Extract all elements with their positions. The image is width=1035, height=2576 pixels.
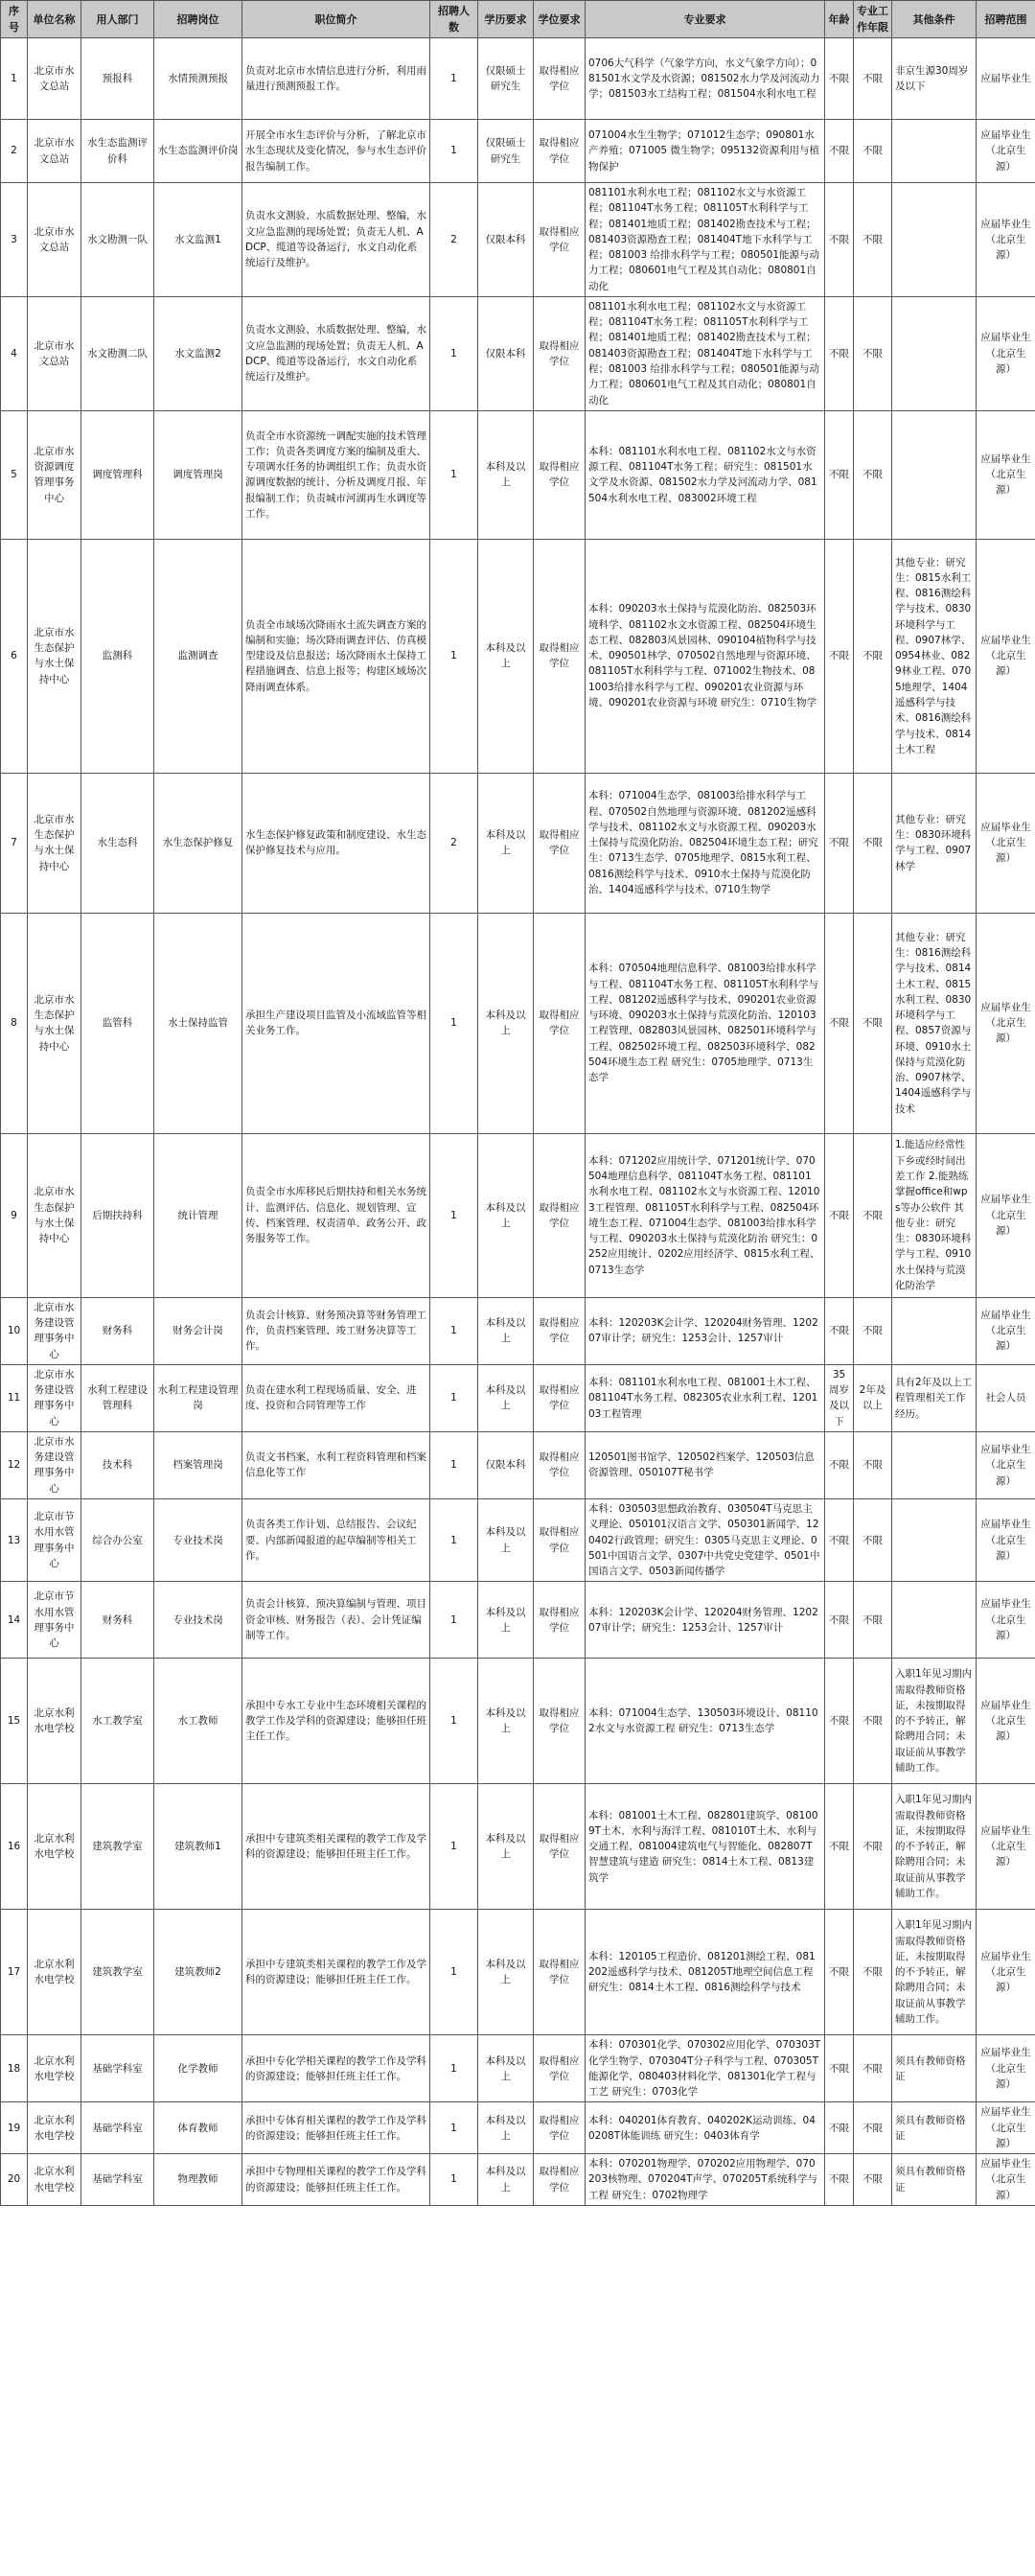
header-cell: 专业工作年限	[854, 1, 892, 38]
cell-unit: 北京市水生态保护与水土保持中心	[28, 773, 81, 913]
header-cell: 序号	[1, 1, 28, 38]
cell-desc: 负责全市域场次降雨水土流失调查方案的编制和实施；场次降雨调查评估、仿真模型建设及信息报送；场次降雨水土保持工程措施调查、信息上报等；构建区域场次降雨调查体系。	[242, 539, 430, 773]
cell-scope: 应届毕业生（北京生源）	[977, 1431, 1035, 1498]
cell-degree: 取得相应学位	[534, 1133, 586, 1297]
cell-other: 具有2年及以上工程管理相关工作经历。	[892, 1364, 977, 1431]
cell-scope: 应届毕业生（北京生源）	[977, 1133, 1035, 1297]
cell-dept: 监管科	[81, 913, 154, 1133]
cell-dept: 水文勘测一队	[81, 183, 154, 297]
cell-years: 不限	[854, 1297, 892, 1364]
cell-unit: 北京水利水电学校	[28, 2035, 81, 2102]
cell-age: 不限	[825, 1297, 854, 1364]
cell-desc: 负责各类工作计划、总结报告、会议纪要、内部新闻报道的起草编制等相关工作。	[242, 1499, 430, 1582]
cell-edu: 仅限硕士研究生	[478, 120, 534, 183]
cell-scope: 应届毕业生（北京生源）	[977, 183, 1035, 297]
cell-post: 档案管理岗	[154, 1431, 242, 1498]
table-row	[1, 410, 1035, 539]
cell-count: 1	[430, 2102, 478, 2154]
cell-scope: 应届毕业生（北京生源）	[977, 296, 1035, 410]
cell-age: 不限	[825, 1431, 854, 1498]
cell-years: 不限	[854, 296, 892, 410]
cell-dept: 基础学科室	[81, 2102, 154, 2154]
cell-unit: 北京市节水用水管理事务中心	[28, 1582, 81, 1659]
cell-edu: 本科及以上	[478, 1659, 534, 1784]
cell-major: 0706大气科学（气象学方向，水文气象学方向）；081501水文学及水资源；081502水力学及河流动力学；081503水工结构工程；081504水利水电工程	[586, 38, 825, 120]
cell-post: 水生态监测评价岗	[154, 120, 242, 183]
cell-degree: 取得相应学位	[534, 1910, 586, 2035]
cell-degree: 取得相应学位	[534, 1297, 586, 1364]
cell-no: 17	[1, 1910, 28, 2035]
cell-count: 1	[430, 1297, 478, 1364]
header-cell: 学历要求	[478, 1, 534, 38]
header-cell: 年龄	[825, 1, 854, 38]
cell-other	[892, 1499, 977, 1582]
cell-years: 不限	[854, 120, 892, 183]
cell-unit: 北京水利水电学校	[28, 1910, 81, 2035]
cell-scope: 应届毕业生（北京生源）	[977, 2154, 1035, 2206]
cell-dept: 建筑教学室	[81, 1784, 154, 1910]
cell-edu: 本科及以上	[478, 773, 534, 913]
cell-edu: 本科及以上	[478, 913, 534, 1133]
cell-count: 1	[430, 410, 478, 539]
table-row	[1, 1364, 1035, 1431]
cell-dept: 调度管理科	[81, 410, 154, 539]
cell-edu: 本科及以上	[478, 2035, 534, 2102]
table-row	[1, 296, 1035, 410]
cell-degree: 取得相应学位	[534, 1659, 586, 1784]
cell-age: 不限	[825, 1582, 854, 1659]
cell-dept: 综合办公室	[81, 1499, 154, 1582]
cell-edu: 本科及以上	[478, 539, 534, 773]
cell-count: 1	[430, 1431, 478, 1498]
cell-major: 081101水利水电工程；081102水文与水资源工程；081104T水务工程；081105T水利科学与工程；081401地质工程；081402勘查技术与工程；081403资源勘查工程；081404T地下水科学与工程；081003 给排水科学与工程；080501能源与动力工程；080601电气工程及其自动化；080801自动化	[586, 183, 825, 297]
cell-count: 1	[430, 1499, 478, 1582]
table-row	[1, 913, 1035, 1133]
cell-unit: 北京市水生态保护与水土保持中心	[28, 1133, 81, 1297]
cell-age: 不限	[825, 1659, 854, 1784]
cell-degree: 取得相应学位	[534, 1431, 586, 1498]
cell-years: 不限	[854, 1784, 892, 1910]
cell-years: 不限	[854, 913, 892, 1133]
cell-major: 071004水生生物学；071012生态学；090801水产养殖；071005 微生物学；095132资源利用与植物保护	[586, 120, 825, 183]
cell-post: 建筑教师1	[154, 1784, 242, 1910]
cell-age: 不限	[825, 410, 854, 539]
cell-years: 2年及以上	[854, 1364, 892, 1431]
cell-desc: 承担中专水工专业中生态环境相关课程的教学工作及学科的资源建设；能够担任班主任工作。	[242, 1659, 430, 1784]
cell-major: 081101水利水电工程；081102水文与水资源工程；081104T水务工程；081105T水利科学与工程；081401地质工程；081402勘查技术与工程；081403资源勘查工程；081404T地下水科学与工程；081003 给排水科学与工程；080501能源与动力工程；080601电气工程及其自动化；080801自动化	[586, 296, 825, 410]
cell-edu: 本科及以上	[478, 1499, 534, 1582]
cell-post: 专业技术岗	[154, 1499, 242, 1582]
cell-major: 本科：120105工程造价、081201测绘工程、081202遥感科学与技术、081205T地理空间信息工程 研究生：0814土木工程、0816测绘科学与技术	[586, 1910, 825, 2035]
cell-desc: 承担中专建筑类相关课程的教学工作及学科的资源建设；能够担任班主任工作。	[242, 1784, 430, 1910]
cell-dept: 水文勘测二队	[81, 296, 154, 410]
cell-other	[892, 120, 977, 183]
header-cell: 招聘岗位	[154, 1, 242, 38]
cell-post: 水情预测预报	[154, 38, 242, 120]
cell-degree: 取得相应学位	[534, 1784, 586, 1910]
cell-desc: 负责水文测验、水质数据处理、整编，水文应急监测的现场处置；负责无人机、ADCP、缆道等设备运行，水文自动化系统运行及维护。	[242, 183, 430, 297]
cell-post: 建筑教师2	[154, 1910, 242, 2035]
cell-dept: 水生态科	[81, 773, 154, 913]
cell-unit: 北京市水资源调度管理事务中心	[28, 410, 81, 539]
cell-other: 入职1年见习期内需取得教师资格证，未按期取得的不予转正，解除聘用合同；未取证前从事教学辅助工作。	[892, 1910, 977, 2035]
header-cell: 用人部门	[81, 1, 154, 38]
cell-no: 11	[1, 1364, 28, 1431]
cell-no: 2	[1, 120, 28, 183]
table-row	[1, 183, 1035, 297]
cell-count: 1	[430, 2154, 478, 2206]
cell-unit: 北京水利水电学校	[28, 1784, 81, 1910]
cell-major: 本科：071004生态学、130503环境设计、081102水文与水资源工程 研究生：0713生态学	[586, 1659, 825, 1784]
cell-unit: 北京水利水电学校	[28, 1659, 81, 1784]
cell-no: 10	[1, 1297, 28, 1364]
cell-age: 不限	[825, 1910, 854, 2035]
header-cell: 招聘范围	[977, 1, 1035, 38]
cell-other: 入职1年见习期内需取得教师资格证，未按期取得的不予转正，解除聘用合同；未取证前从事教学辅助工作。	[892, 1659, 977, 1784]
cell-edu: 本科及以上	[478, 2154, 534, 2206]
cell-dept: 基础学科室	[81, 2154, 154, 2206]
cell-scope: 应届毕业生（北京生源）	[977, 410, 1035, 539]
cell-dept: 财务科	[81, 1297, 154, 1364]
table-row	[1, 1910, 1035, 2035]
cell-years: 不限	[854, 1582, 892, 1659]
cell-edu: 本科及以上	[478, 1582, 534, 1659]
cell-count: 1	[430, 2035, 478, 2102]
table-row	[1, 1297, 1035, 1364]
cell-count: 1	[430, 120, 478, 183]
cell-years: 不限	[854, 1659, 892, 1784]
cell-dept: 基础学科室	[81, 2035, 154, 2102]
cell-age: 不限	[825, 1499, 854, 1582]
cell-count: 1	[430, 913, 478, 1133]
cell-age: 不限	[825, 38, 854, 120]
cell-other: 1.能适应经常性下乡或经时间出差工作 2.能熟练掌握office和wps等办公软件 其他专业：研究生：0830环境科学与工程、0910水土保持与荒漠化防治学	[892, 1133, 977, 1297]
cell-dept: 监测科	[81, 539, 154, 773]
cell-unit: 北京市水务建设管理事务中心	[28, 1297, 81, 1364]
cell-scope: 社会人员	[977, 1364, 1035, 1431]
cell-unit: 北京市水文总站	[28, 38, 81, 120]
cell-dept: 水工教学室	[81, 1659, 154, 1784]
cell-post: 调度管理岗	[154, 410, 242, 539]
cell-no: 18	[1, 2035, 28, 2102]
cell-unit: 北京市水文总站	[28, 296, 81, 410]
cell-unit: 北京市节水用水管理事务中心	[28, 1499, 81, 1582]
cell-years: 不限	[854, 1133, 892, 1297]
cell-dept: 预报科	[81, 38, 154, 120]
cell-major: 120501图书馆学、120502档案学、120503信息资源管理、050107T秘书学	[586, 1431, 825, 1498]
cell-years: 不限	[854, 1499, 892, 1582]
cell-edu: 仅限硕士研究生	[478, 38, 534, 120]
cell-desc: 承担中专建筑类相关课程的教学工作及学科的资源建设；能够担任班主任工作。	[242, 1910, 430, 2035]
cell-degree: 取得相应学位	[534, 2154, 586, 2206]
cell-age: 不限	[825, 296, 854, 410]
cell-age: 不限	[825, 2035, 854, 2102]
table-row	[1, 1784, 1035, 1910]
cell-scope: 应届毕业生	[977, 38, 1035, 120]
cell-no: 19	[1, 2102, 28, 2154]
cell-scope: 应届毕业生（北京生源）	[977, 539, 1035, 773]
cell-scope: 应届毕业生（北京生源）	[977, 1297, 1035, 1364]
cell-years: 不限	[854, 1431, 892, 1498]
cell-unit: 北京市水务建设管理事务中心	[28, 1364, 81, 1431]
cell-dept: 建筑教学室	[81, 1910, 154, 2035]
cell-unit: 北京水利水电学校	[28, 2102, 81, 2154]
cell-desc: 负责在建水利工程现场质量、安全、进度、投资和合同管理等工作	[242, 1364, 430, 1431]
cell-degree: 取得相应学位	[534, 410, 586, 539]
header-cell: 招聘人数	[430, 1, 478, 38]
cell-scope: 应届毕业生（北京生源）	[977, 1784, 1035, 1910]
table-row	[1, 1499, 1035, 1582]
cell-degree: 取得相应学位	[534, 773, 586, 913]
cell-major: 本科：070504地理信息科学、081003给排水科学与工程、081104T水务工程、081105T水利科学与工程、081202遥感科学与技术、090201农业资源与环境、090203水土保持与荒漠化防治、120103工程管理、082803风景园林、082501环境科学与工程、082502环境工程、082503环境科学、082504环境生态工程 研究生：0705地理学、0713生态学	[586, 913, 825, 1133]
cell-degree: 取得相应学位	[534, 183, 586, 297]
cell-degree: 取得相应学位	[534, 539, 586, 773]
cell-age: 不限	[825, 1784, 854, 1910]
cell-count: 1	[430, 1659, 478, 1784]
cell-post: 监测调查	[154, 539, 242, 773]
cell-post: 化学教师	[154, 2035, 242, 2102]
cell-major: 本科：071202应用统计学、071201统计学、070504地理信息科学、081104T水务工程、081101水利水电工程、081102水文与水资源工程、120103工程管理、081105T水利科学与工程、082504环境生态工程、071004生态学、081003给排水科学与工程、090203水土保持与荒漠化防治 研究生：0252应用统计、0202应用经济学、0815水利工程、0713生态学	[586, 1133, 825, 1297]
cell-no: 16	[1, 1784, 28, 1910]
cell-scope: 应届毕业生（北京生源）	[977, 1659, 1035, 1784]
table-row	[1, 38, 1035, 120]
cell-no: 1	[1, 38, 28, 120]
table-row	[1, 120, 1035, 183]
cell-degree: 取得相应学位	[534, 38, 586, 120]
cell-degree: 取得相应学位	[534, 120, 586, 183]
cell-desc: 承担中专物理相关课程的教学工作及学科的资源建设；能够担任班主任工作。	[242, 2154, 430, 2206]
cell-degree: 取得相应学位	[534, 2102, 586, 2154]
cell-age: 不限	[825, 183, 854, 297]
header-row	[1, 1, 1035, 38]
cell-unit: 北京市水生态保护与水土保持中心	[28, 539, 81, 773]
cell-no: 12	[1, 1431, 28, 1498]
cell-count: 1	[430, 1364, 478, 1431]
cell-age: 不限	[825, 913, 854, 1133]
cell-edu: 仅限本科	[478, 183, 534, 297]
cell-unit: 北京水利水电学校	[28, 2154, 81, 2206]
cell-desc: 负责全市水库移民后期扶持和相关水务统计、监测评估、信息化、规划管理、宣传、档案管理、权责清单、政务公开、政务服务等工作。	[242, 1133, 430, 1297]
cell-major: 本科：120203K会计学、120204财务管理、120207审计学；研究生：1253会计、1257审计	[586, 1297, 825, 1364]
cell-no: 9	[1, 1133, 28, 1297]
cell-no: 15	[1, 1659, 28, 1784]
table-row	[1, 539, 1035, 773]
cell-other	[892, 1297, 977, 1364]
table-row	[1, 773, 1035, 913]
cell-no: 13	[1, 1499, 28, 1582]
cell-years: 不限	[854, 38, 892, 120]
cell-scope: 应届毕业生（北京生源）	[977, 913, 1035, 1133]
table-row	[1, 1133, 1035, 1297]
cell-major: 本科：081001土木工程、082801建筑学、081009T土木、水利与海洋工程、081010T土木、水利与交通工程、081004建筑电气与智能化、082807T智慧建筑与建造 研究生：0814土木工程、0813建筑学	[586, 1784, 825, 1910]
cell-no: 3	[1, 183, 28, 297]
cell-post: 专业技术岗	[154, 1582, 242, 1659]
cell-count: 1	[430, 1582, 478, 1659]
cell-years: 不限	[854, 410, 892, 539]
header-cell: 职位简介	[242, 1, 430, 38]
cell-no: 5	[1, 410, 28, 539]
cell-post: 物理教师	[154, 2154, 242, 2206]
cell-major: 本科：071004生态学、081003给排水科学与工程、070502自然地理与资源环境、081202遥感科学与技术、081102水文与水资源工程、090203水土保持与荒漠化防治、082504环境生态工程；研究生：0713生态学、0705地理学、0815水利工程、0816测绘科学与技术、0910水土保持与荒漠化防治、1404遥感科学与技术、0710生物学	[586, 773, 825, 913]
cell-age: 不限	[825, 539, 854, 773]
cell-desc: 开展全市水生态评价与分析，了解北京市水生态现状及变化情况，参与水生态评价报告编制工作。	[242, 120, 430, 183]
table-body	[1, 38, 1035, 2206]
cell-post: 财务会计岗	[154, 1297, 242, 1364]
cell-post: 统计管理	[154, 1133, 242, 1297]
cell-no: 7	[1, 773, 28, 913]
header-cell: 专业要求	[586, 1, 825, 38]
table-row	[1, 1431, 1035, 1498]
cell-other: 非京生源30周岁及以下	[892, 38, 977, 120]
table-row	[1, 2154, 1035, 2206]
cell-degree: 取得相应学位	[534, 913, 586, 1133]
cell-scope: 应届毕业生（北京生源）	[977, 1499, 1035, 1582]
header-cell: 学位要求	[534, 1, 586, 38]
cell-unit: 北京市水务建设管理事务中心	[28, 1431, 81, 1498]
cell-scope: 应届毕业生（北京生源）	[977, 773, 1035, 913]
cell-age: 不限	[825, 120, 854, 183]
cell-age: 不限	[825, 2154, 854, 2206]
cell-age: 不限	[825, 2102, 854, 2154]
cell-no: 6	[1, 539, 28, 773]
cell-edu: 本科及以上	[478, 410, 534, 539]
header-cell: 单位名称	[28, 1, 81, 38]
cell-major: 本科：040201体育教育、040202K运动训练、040208T体能训练 研究生：0403体育学	[586, 2102, 825, 2154]
cell-age: 不限	[825, 773, 854, 913]
cell-years: 不限	[854, 539, 892, 773]
cell-desc: 负责水文测验、水质数据处理、整编，水文应急监测的现场处置；负责无人机、ADCP、缆道等设备运行，水文自动化系统运行及维护。	[242, 296, 430, 410]
cell-other: 入职1年见习期内需取得教师资格证，未按期取得的不予转正，解除聘用合同；未取证前从事教学辅助工作。	[892, 1784, 977, 1910]
cell-other: 须具有教师资格证	[892, 2035, 977, 2102]
cell-edu: 本科及以上	[478, 1133, 534, 1297]
cell-age: 不限	[825, 1133, 854, 1297]
cell-major: 本科：070301化学、070302应用化学、070303T化学生物学、070304T分子科学与工程、070305T能源化学、080403材料化学、081301化学工程与工艺 研究生：0703化学	[586, 2035, 825, 2102]
cell-major: 本科：090203水土保持与荒漠化防治、082503环境科学、081102水文水资源工程、082504环境生态工程、082803风景园林、090104植物科学与技术、090501林学、070502自然地理与资源环境、081105T水利科学与工程、071002生物技术、081003给排水科学与工程、090201农业资源与环境、090201农业资源与环境 研究生：0710生物学	[586, 539, 825, 773]
cell-desc: 负责对北京市水情信息进行分析，利用雨量进行预测预报工作。	[242, 38, 430, 120]
cell-desc: 承担中专化学相关课程的教学工作及学科的资源建设；能够担任班主任工作。	[242, 2035, 430, 2102]
cell-other: 其他专业：研究生：0816测绘科学与技术、0814土木工程、0815水利工程、0830环境科学与工程、0857资源与环境、0910水土保持与荒漠化防治、0907林学、1404遥感科学与技术	[892, 913, 977, 1133]
cell-edu: 本科及以上	[478, 2102, 534, 2154]
cell-dept: 水利工程建设管理科	[81, 1364, 154, 1431]
cell-age: 35周岁及以下	[825, 1364, 854, 1431]
cell-other	[892, 183, 977, 297]
cell-post: 水工教师	[154, 1659, 242, 1784]
cell-count: 2	[430, 183, 478, 297]
cell-major: 本科：081101水利水电工程、081001土木工程、081104T水务工程、082305农业水利工程、120103工程管理	[586, 1364, 825, 1431]
cell-post: 水文监测2	[154, 296, 242, 410]
cell-count: 1	[430, 1910, 478, 2035]
cell-other	[892, 410, 977, 539]
cell-other: 须具有教师资格证	[892, 2154, 977, 2206]
cell-major: 本科：120203K会计学、120204财务管理、120207审计学；研究生：1253会计、1257审计	[586, 1582, 825, 1659]
cell-scope: 应届毕业生（北京生源）	[977, 2035, 1035, 2102]
cell-no: 20	[1, 2154, 28, 2206]
cell-desc: 负责文书档案、水利工程资料管理和档案信息化等工作	[242, 1431, 430, 1498]
cell-dept: 后期扶持科	[81, 1133, 154, 1297]
cell-scope: 应届毕业生（北京生源）	[977, 120, 1035, 183]
cell-other: 须具有教师资格证	[892, 2102, 977, 2154]
cell-edu: 本科及以上	[478, 1784, 534, 1910]
cell-desc: 负责全市水资源统一调配实施的技术管理工作；负责各类调度方案的编制及重大、专项调水任务的协调组织工作；负责水资源调度数据的统计、分析及调度月报、年报编制工作；负责城市河湖再生水调度等工作。	[242, 410, 430, 539]
cell-degree: 取得相应学位	[534, 1499, 586, 1582]
cell-edu: 本科及以上	[478, 1297, 534, 1364]
cell-years: 不限	[854, 2102, 892, 2154]
cell-scope: 应届毕业生（北京生源）	[977, 2102, 1035, 2154]
cell-other: 其他专业：研究生：0830环境科学与工程、0907林学	[892, 773, 977, 913]
table-row	[1, 2102, 1035, 2154]
cell-edu: 本科及以上	[478, 1910, 534, 2035]
cell-other	[892, 1582, 977, 1659]
cell-dept: 财务科	[81, 1582, 154, 1659]
cell-desc: 承担中专体育相关课程的教学工作及学科的资源建设；能够担任班主任工作。	[242, 2102, 430, 2154]
cell-desc: 负责会计核算、预决算编制与管理、项目资金审核、财务报告（表）、会计凭证编制等工作。	[242, 1582, 430, 1659]
cell-years: 不限	[854, 183, 892, 297]
cell-desc: 负责会计核算、财务预决算等财务管理工作，负责档案管理、竣工财务决算等工作。	[242, 1297, 430, 1364]
cell-post: 水利工程建设管理岗	[154, 1364, 242, 1431]
cell-years: 不限	[854, 773, 892, 913]
cell-edu: 仅限本科	[478, 296, 534, 410]
table-row	[1, 1582, 1035, 1659]
cell-years: 不限	[854, 2035, 892, 2102]
cell-scope: 应届毕业生（北京生源）	[977, 1910, 1035, 2035]
cell-degree: 取得相应学位	[534, 1364, 586, 1431]
cell-other	[892, 1431, 977, 1498]
cell-scope: 应届毕业生（北京生源）	[977, 1582, 1035, 1659]
table-row	[1, 2035, 1035, 2102]
cell-unit: 北京市水生态保护与水土保持中心	[28, 913, 81, 1133]
cell-no: 14	[1, 1582, 28, 1659]
cell-count: 1	[430, 1784, 478, 1910]
cell-count: 1	[430, 38, 478, 120]
header-cell: 其他条件	[892, 1, 977, 38]
cell-dept: 技术科	[81, 1431, 154, 1498]
cell-desc: 水生态保护修复政策和制度建设、水生态保护修复技术与应用。	[242, 773, 430, 913]
cell-post: 水土保持监管	[154, 913, 242, 1133]
cell-edu: 仅限本科	[478, 1431, 534, 1498]
cell-years: 不限	[854, 1910, 892, 2035]
cell-major: 本科：030503思想政治教育、030504T马克思主义理论、050101汉语言文学、050301新闻学、120402行政管理；研究生：0305马克思主义理论、0501中国语言文学、0307中共党史党建学、0501中国语言文学、0503新闻传播学	[586, 1499, 825, 1582]
cell-count: 2	[430, 773, 478, 913]
cell-count: 1	[430, 1133, 478, 1297]
cell-post: 水文监测1	[154, 183, 242, 297]
cell-unit: 北京市水文总站	[28, 183, 81, 297]
cell-major: 本科：070201物理学、070202应用物理学、070203核物理、070204T声学、070205T系统科学与工程 研究生：0702物理学	[586, 2154, 825, 2206]
table-row	[1, 1659, 1035, 1784]
cell-years: 不限	[854, 2154, 892, 2206]
cell-count: 1	[430, 296, 478, 410]
cell-count: 1	[430, 539, 478, 773]
cell-post: 体育教师	[154, 2102, 242, 2154]
cell-no: 4	[1, 296, 28, 410]
cell-major: 本科：081101水利水电工程、081102水文与水资源工程、081104T水务工程；研究生：081501水文学及水资源、081502水力学及河流动力学、081504水利水电工程、083002环境工程	[586, 410, 825, 539]
cell-unit: 北京市水文总站	[28, 120, 81, 183]
cell-other: 其他专业：研究生：0815水利工程、0816测绘科学与技术、0830环境科学与工程、0907林学、0954林业、0829林业工程、0705地理学、1404遥感科学与技术、0816测绘科学与技术、0814土木工程	[892, 539, 977, 773]
cell-post: 水生态保护修复	[154, 773, 242, 913]
cell-desc: 承担生产建设项目监管及小流域监管等相关业务工作。	[242, 913, 430, 1133]
cell-degree: 取得相应学位	[534, 2035, 586, 2102]
cell-dept: 水生态监测评价科	[81, 120, 154, 183]
cell-degree: 取得相应学位	[534, 1582, 586, 1659]
cell-other	[892, 296, 977, 410]
cell-no: 8	[1, 913, 28, 1133]
cell-degree: 取得相应学位	[534, 296, 586, 410]
cell-edu: 本科及以上	[478, 1364, 534, 1431]
